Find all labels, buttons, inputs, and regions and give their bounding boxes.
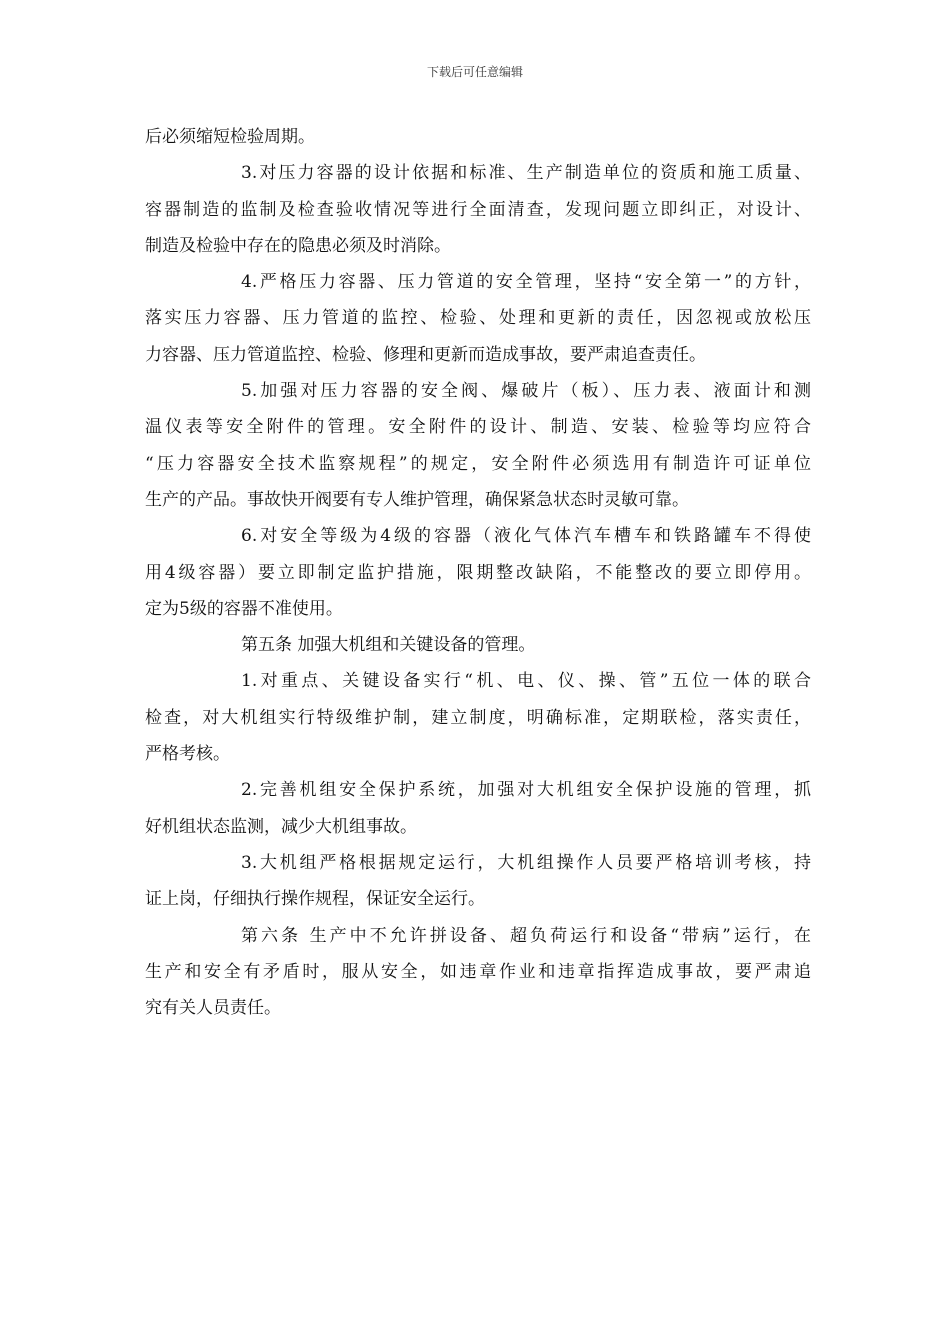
text-line: 5.加强对压力容器的安全阀、爆破片（板）、压力表、液面计和测 (241, 381, 811, 402)
text-line: 后必须缩短检验周期。 (145, 127, 315, 147)
text-line: 第五条 加强大机组和关键设备的管理。 (241, 635, 536, 656)
text-line: “压力容器安全技术监察规程”的规定，安全附件必须选用有制造许可证单位 (145, 453, 811, 474)
text-line: 制造及检验中存在的隐患必须及时消除。 (145, 235, 451, 256)
text-line: 4.严格压力容器、压力管道的安全管理，坚持“安全第一”的方针， (241, 272, 811, 293)
text-line: 定为5级的容器不准使用。 (145, 598, 343, 619)
text-line: 力容器、压力管道监控、检验、修理和更新而造成事故，要严肃追查责任。 (145, 344, 706, 365)
text-line: 证上岗，仔细执行操作规程，保证安全运行。 (145, 889, 485, 910)
page-header: 下载后可任意编辑 (426, 65, 523, 79)
text-line: 2.完善机组安全保护系统，加强对大机组安全保护设施的管理，抓 (241, 780, 811, 801)
document-body (145, 119, 811, 1026)
text-line: 落实压力容器、压力管道的监控、检验、处理和更新的责任，因忽视或放松压 (145, 308, 811, 329)
text-line: 检查，对大机组实行特级维护制，建立制度，明确标准，定期联检，落实责任， (145, 707, 811, 728)
text-line: 好机组状态监测，减少大机组事故。 (145, 816, 417, 837)
text-line: 1.对重点、关键设备实行“机、电、仪、操、管”五位一体的联合 (241, 671, 811, 692)
text-line: 6.对安全等级为4级的容器（液化气体汽车槽车和铁路罐车不得使 (241, 526, 811, 547)
text-line: 严格考核。 (145, 744, 230, 765)
text-line: 温仪表等安全附件的管理。安全附件的设计、制造、安装、检验等均应符合 (145, 417, 811, 438)
text-line: 容器制造的监制及检查验收情况等进行全面清查，发现问题立即纠正，对设计、 (145, 199, 811, 220)
text-line: 3.对压力容器的设计依据和标准、生产制造单位的资质和施工质量、 (241, 163, 811, 184)
text-line: 生产和安全有矛盾时，服从安全，如违章作业和违章指挥造成事故，要严肃追 (145, 961, 811, 982)
text-line: 生产的产品。事故快开阀要有专人维护管理，确保紧急状态时灵敏可靠。 (145, 489, 689, 510)
text-line: 用4级容器）要立即制定监护措施，限期整改缺陷，不能整改的要立即停用。 (145, 562, 811, 583)
text-line: 第六条 生产中不允许拼设备、超负荷运行和设备“带病”运行，在 (241, 925, 811, 946)
text-line: 究有关人员责任。 (145, 998, 281, 1019)
text-line: 3.大机组严格根据规定运行，大机组操作人员要严格培训考核，持 (241, 852, 811, 873)
